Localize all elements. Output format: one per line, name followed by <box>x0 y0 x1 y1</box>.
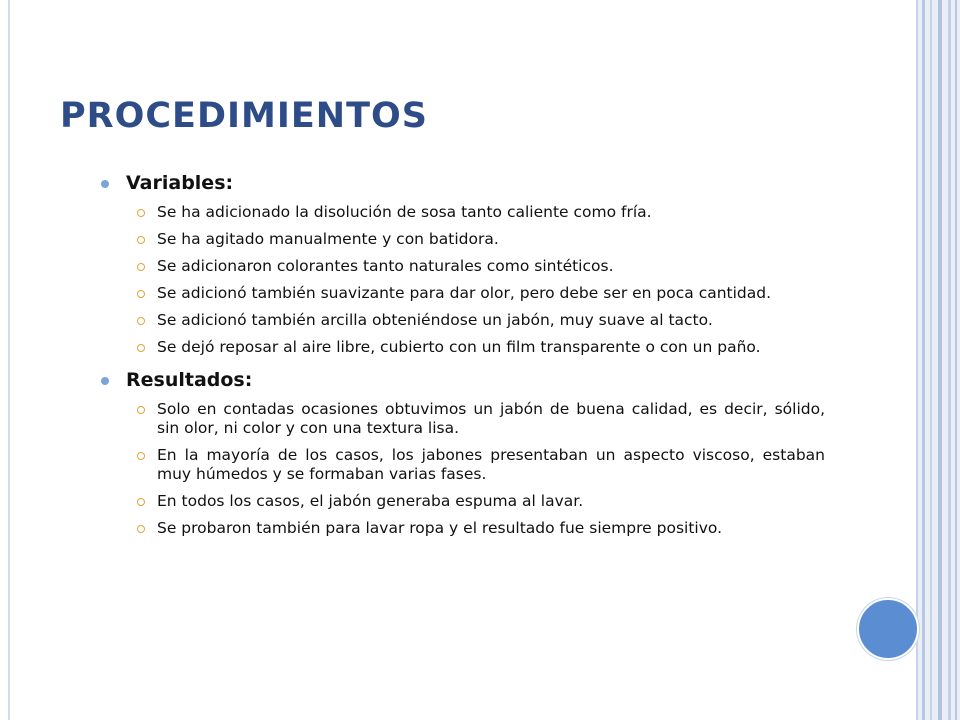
stripe <box>948 0 951 720</box>
bullet-icon <box>101 377 109 385</box>
ring-bullet-icon <box>137 498 145 506</box>
list-item-text: Se dejó reposar al aire libre, cubierto con un film transparente o con un paño. <box>157 338 761 356</box>
stripe <box>955 0 957 720</box>
ring-bullet-icon <box>137 317 145 325</box>
decorative-stripes <box>918 0 960 720</box>
ring-bullet-icon <box>137 452 145 460</box>
section-heading <box>100 369 825 391</box>
accent-circle <box>857 598 919 660</box>
list-item <box>100 338 825 357</box>
list-item-text: Se adicionó también suavizante para dar olor, pero debe ser en poca cantidad. <box>157 284 772 302</box>
list-item <box>100 311 825 330</box>
stripe <box>930 0 932 720</box>
list-item <box>100 400 825 438</box>
list-item-text: En todos los casos, el jabón generaba espuma al lavar. <box>157 492 584 510</box>
list-item <box>100 492 825 511</box>
list-item-text: Se adicionó también arcilla obteniéndose un jabón, muy suave al tacto. <box>157 311 713 329</box>
ring-bullet-icon <box>137 236 145 244</box>
section-heading-text: Variables: <box>126 172 234 194</box>
bullet-icon <box>101 180 109 188</box>
section-variables <box>100 172 825 357</box>
ring-bullet-icon <box>137 525 145 533</box>
list-item-text: Se ha agitado manualmente y con batidora. <box>157 230 499 248</box>
list-item <box>100 519 825 538</box>
section-heading <box>100 172 825 194</box>
list-item <box>100 446 825 484</box>
slide-content <box>100 172 825 550</box>
ring-bullet-icon <box>137 290 145 298</box>
section-resultados <box>100 369 825 538</box>
list-item-text: Solo en contadas ocasiones obtuvimos un jabón de buena calidad, es decir, sólido, sin olor, ni color y con una textura lisa. <box>157 400 825 437</box>
resultados-list <box>100 400 825 538</box>
variables-list <box>100 203 825 357</box>
slide-title: PROCEDIMIENTOS <box>60 96 428 136</box>
stripe <box>922 0 925 720</box>
ring-bullet-icon <box>137 209 145 217</box>
stripe <box>938 0 942 720</box>
list-item <box>100 230 825 249</box>
list-item-text: En la mayoría de los casos, los jabones presentaban un aspecto viscoso, estaban muy húmedos y se formaban varias fases. <box>157 446 825 483</box>
ring-bullet-icon <box>137 263 145 271</box>
section-heading-text: Resultados: <box>126 369 253 391</box>
list-item-text: Se ha adicionado la disolución de sosa tanto caliente como fría. <box>157 203 652 221</box>
list-item-text: Se probaron también para lavar ropa y el resultado fue siempre positivo. <box>157 519 723 537</box>
list-item <box>100 257 825 276</box>
list-item <box>100 203 825 222</box>
ring-bullet-icon <box>137 344 145 352</box>
list-item-text: Se adicionaron colorantes tanto naturales como sintéticos. <box>157 257 614 275</box>
ring-bullet-icon <box>137 406 145 414</box>
list-item <box>100 284 825 303</box>
